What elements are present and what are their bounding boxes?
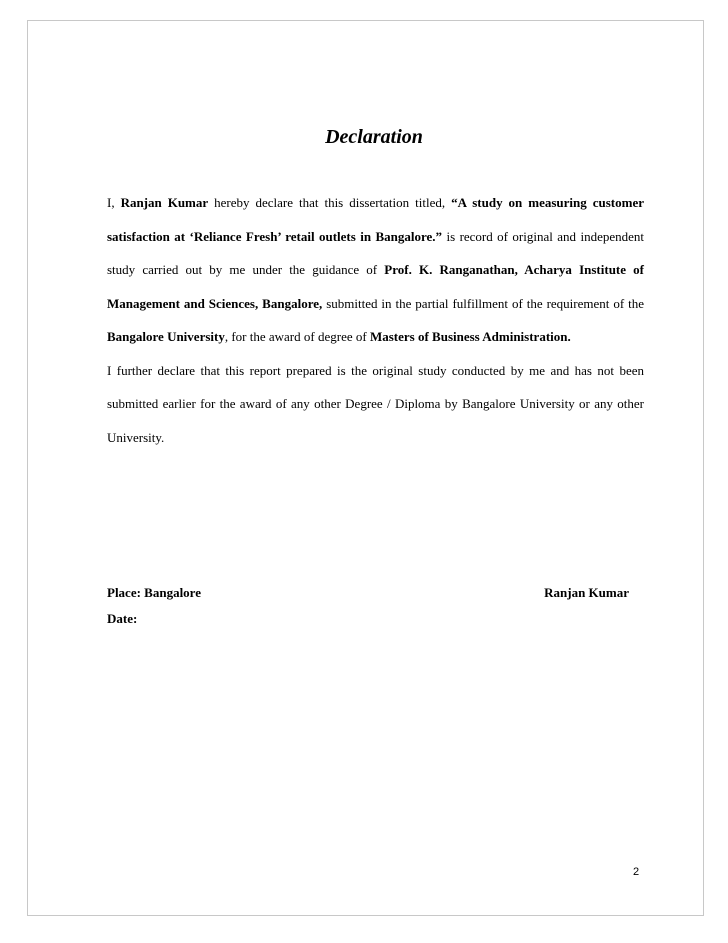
degree-name: Masters of Business Administration. — [369, 329, 571, 344]
page-title: Declaration — [325, 126, 423, 148]
place-label: Place: Bangalore — [107, 585, 201, 600]
declaration-body — [107, 186, 644, 454]
further-declaration-paragraph: I further declare that this report prepared is the original study conducted by me and has not been submitted earlier for the award of any other Degree / Diploma by Bangalore University or any other University. — [107, 362, 644, 445]
guide-name: Prof. K. Ranganathan, Acharya Institute of Management and Sciences, Bangalore, — [107, 262, 644, 311]
dissertation-title: “A study on measuring customer satisfaction at ‘Reliance Fresh’ retail outlets in Bangalore.” — [107, 195, 644, 244]
text-segment: hereby declare that this dissertation titled, — [208, 195, 452, 210]
declaration-paragraph — [107, 186, 644, 354]
text-segment: I, — [107, 195, 121, 210]
page-border — [27, 20, 704, 916]
text-segment: is record of original and independent study carried out by me under the guidance of — [107, 228, 645, 277]
text-segment: submitted in the partial fulfillment of the requirement of the — [322, 295, 644, 311]
page-number: 2 — [633, 866, 640, 878]
date-label: Date: — [107, 611, 138, 626]
signatory-name: Ranjan Kumar — [544, 585, 629, 600]
author-name: Ranjan Kumar — [120, 195, 209, 210]
university-name: Bangalore University — [107, 329, 225, 344]
text-segment: , for the award of degree of — [224, 329, 370, 344]
